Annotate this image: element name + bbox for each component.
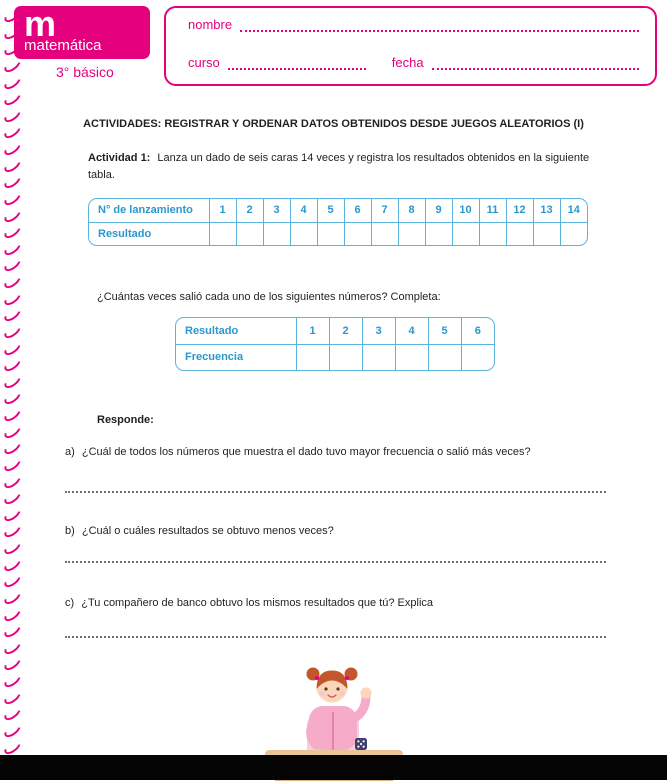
col-header-cell: 4 — [395, 318, 428, 344]
result-blank-cell — [317, 222, 344, 245]
question-c-letter: c) — [65, 597, 75, 610]
question-b-letter: b) — [65, 524, 75, 537]
brand-block — [14, 3, 154, 80]
answer-line-a — [65, 491, 606, 493]
col-header-cell: 5 — [317, 199, 344, 222]
col-header-cell: 13 — [533, 199, 560, 222]
question-c — [65, 595, 603, 612]
curso-line — [228, 58, 366, 70]
col-header-cell: 1 — [296, 318, 329, 344]
result-blank-cell — [560, 222, 587, 245]
col-header-cell: 4 — [290, 199, 317, 222]
result-blank-cell — [371, 222, 398, 245]
page-title: ACTIVIDADES: REGISTRAR Y ORDENAR DATOS OBTENIDOS DESDE JUEGOS ALEATORIOS (I) — [83, 118, 584, 130]
table-row — [89, 199, 587, 222]
result-blank-cell — [452, 222, 479, 245]
table-row — [176, 318, 494, 344]
nombre-line — [240, 20, 639, 32]
fecha-line — [432, 58, 639, 70]
table-row — [176, 344, 494, 370]
frequency-blank-cell — [329, 344, 362, 370]
fecha-label: fecha — [391, 55, 424, 70]
result-blank-cell — [344, 222, 371, 245]
frequency-blank-cell — [362, 344, 395, 370]
col-header-cell: 11 — [479, 199, 506, 222]
col-header-cell: 9 — [425, 199, 452, 222]
brand-name: matemática — [24, 37, 102, 54]
frecuencia-row-label: Frecuencia — [176, 344, 296, 370]
header — [10, 3, 657, 86]
nombre-label: nombre — [188, 17, 233, 32]
responde-heading: Responde: — [97, 414, 154, 427]
activity1-label: Actividad 1: — [88, 152, 151, 164]
answer-line-c — [65, 636, 606, 638]
result-blank-cell — [290, 222, 317, 245]
lanzamiento-header-cell: N° de lanzamiento — [89, 199, 209, 222]
col-header-cell: 1 — [209, 199, 236, 222]
grade-level: 3° básico — [56, 64, 114, 80]
col-header-cell: 6 — [461, 318, 494, 344]
activity1-text: Lanza un dado de seis caras 14 veces y registra los resultados obtenidos en la siguiente tabla. — [88, 152, 590, 182]
frecuencia-table — [175, 317, 495, 371]
result-blank-cell — [398, 222, 425, 245]
table-row — [89, 222, 587, 245]
col-header-cell: 2 — [329, 318, 362, 344]
curso-fecha-row — [188, 56, 639, 70]
col-header-cell: 3 — [362, 318, 395, 344]
col-header-cell: 2 — [236, 199, 263, 222]
question-b — [65, 523, 603, 540]
frequency-blank-cell — [428, 344, 461, 370]
nombre-row — [188, 18, 639, 32]
result-blank-cell — [209, 222, 236, 245]
student-info-box — [164, 6, 657, 86]
result-blank-cell — [425, 222, 452, 245]
activity1-instructions — [88, 150, 603, 184]
answer-line-b — [65, 561, 606, 563]
footer-bar — [0, 755, 667, 780]
result-blank-cell — [263, 222, 290, 245]
frequency-blank-cell — [395, 344, 428, 370]
resultado-row-label: Resultado — [89, 222, 209, 245]
col-header-cell: 10 — [452, 199, 479, 222]
col-header-cell: 3 — [263, 199, 290, 222]
result-blank-cell — [533, 222, 560, 245]
frequency-blank-cell — [296, 344, 329, 370]
question-a — [65, 444, 603, 461]
result-blank-cell — [506, 222, 533, 245]
question-a-text: ¿Cuál de todos los números que muestra el dado tuvo mayor frecuencia o salió más veces? — [81, 446, 531, 459]
col-header-cell: 14 — [560, 199, 587, 222]
question-a-letter: a) — [65, 446, 75, 459]
frequency-blank-cell — [461, 344, 494, 370]
result-blank-cell — [479, 222, 506, 245]
col-header-cell: 12 — [506, 199, 533, 222]
brand-logo — [14, 3, 150, 59]
resultado-header-cell: Resultado — [176, 318, 296, 344]
question-c-text: ¿Tu compañero de banco obtuvo los mismos resultados que tú? Explica — [81, 597, 434, 610]
curso-label: curso — [188, 55, 220, 70]
lanzamientos-table — [88, 198, 588, 246]
result-blank-cell — [236, 222, 263, 245]
col-header-cell: 6 — [344, 199, 371, 222]
question-b-text: ¿Cuál o cuáles resultados se obtuvo menos veces? — [81, 524, 334, 537]
col-header-cell: 8 — [398, 199, 425, 222]
col-header-cell: 5 — [428, 318, 461, 344]
col-header-cell: 7 — [371, 199, 398, 222]
frequency-question: ¿Cuántas veces salió cada uno de los siguientes números? Completa: — [97, 291, 441, 304]
logo-m-letter: m — [24, 3, 57, 44]
